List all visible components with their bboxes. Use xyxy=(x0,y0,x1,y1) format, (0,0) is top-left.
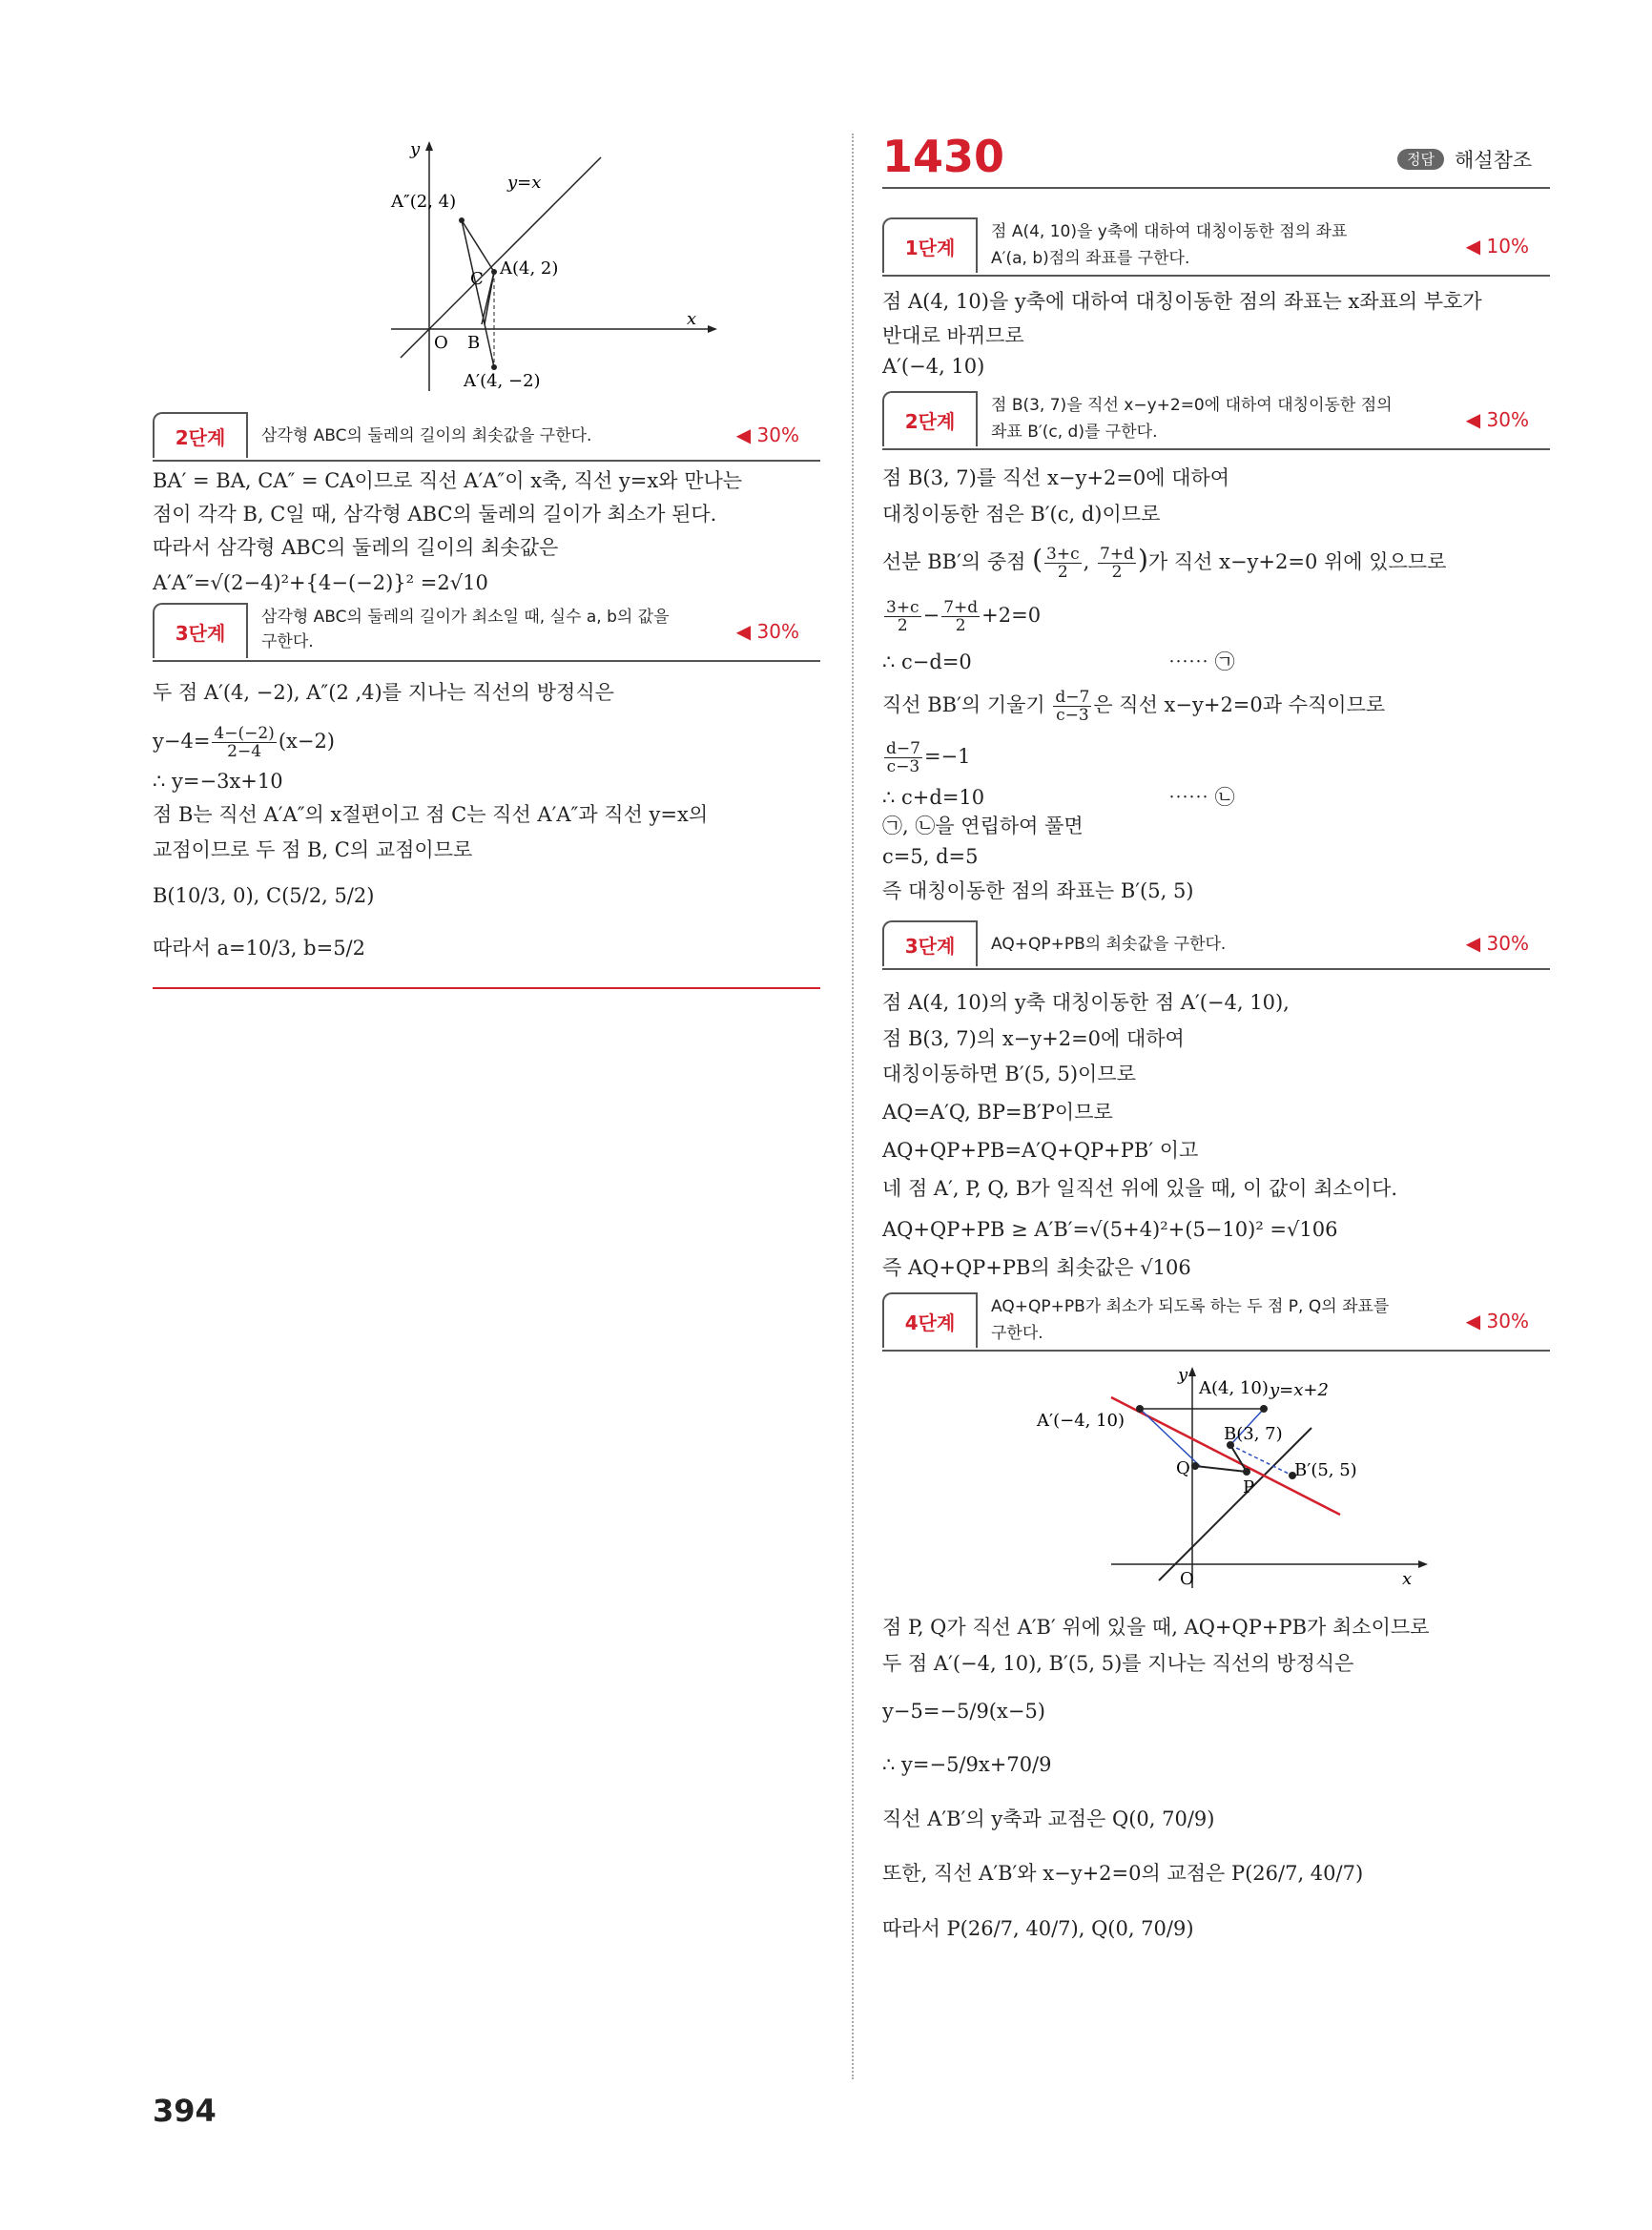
text-fragment: 가 직선 x−y+2=0 위에 있으므로 xyxy=(1147,550,1447,573)
point-a1-label: A′(4, −2) xyxy=(464,371,541,391)
text-line: 점 A(4, 10)의 y축 대칭이동한 점 A′(−4, 10), xyxy=(882,991,1290,1014)
text-line: 직선 A′B′의 y축과 교점은 Q(0, 70/9) xyxy=(882,1807,1215,1830)
text-line: y−5=−5/9(x−5) xyxy=(882,1700,1045,1723)
fraction-num: 4−(−2) xyxy=(214,724,275,743)
equation-marker: ⋯⋯ ㉠ xyxy=(1168,650,1235,673)
right-step1-header xyxy=(882,217,1550,277)
step-text: 구한다. xyxy=(261,632,314,651)
step-percent: ◀ 30% xyxy=(735,423,799,446)
text-line: ∴ y=−3x+10 xyxy=(153,770,283,793)
step-badge: 4단계 xyxy=(882,1292,978,1348)
step-percent: ◀ 30% xyxy=(1465,408,1529,431)
text-line: A′(−4, 10) xyxy=(882,355,985,378)
page-number: 394 xyxy=(153,2093,217,2129)
step-text: AQ+QP+PB의 최솟값을 구한다. xyxy=(991,935,1227,954)
text-line: B(10/3, 0), C(5/2, 5/2) xyxy=(153,884,375,907)
text-line: 점 B(3, 7)를 직선 x−y+2=0에 대하여 xyxy=(882,466,1230,489)
step-percent: ◀ 30% xyxy=(1465,1310,1529,1332)
fraction xyxy=(212,725,276,760)
text-line: 점 B는 직선 A′A″의 x절편이고 점 C는 직선 A′A″과 직선 y=x의 xyxy=(153,803,709,826)
text-line: 점이 각각 B, C일 때, 삼각형 ABC의 둘레의 길이가 최소가 된다. xyxy=(153,503,717,526)
reflection-graph xyxy=(1035,1359,1435,1593)
eq-left: y−4= xyxy=(153,730,211,753)
right-step3-header xyxy=(882,920,1550,970)
fraction-den: 2−4 xyxy=(227,742,262,761)
point-q-label: Q xyxy=(1176,1458,1190,1478)
text-line: AQ=A′Q, BP=B′P이므로 xyxy=(882,1101,1113,1124)
text-fragment: 직선 BB′의 기울기 xyxy=(882,693,1045,716)
step-badge: 1단계 xyxy=(882,217,978,273)
text-line: 점 A(4, 10)을 y축에 대하여 대칭이동한 점의 좌표는 x좌표의 부호가 xyxy=(882,290,1482,313)
text-line: 대칭이동하면 B′(5, 5)이므로 xyxy=(882,1063,1136,1085)
text-line: ㉠, ㉡을 연립하여 풀면 xyxy=(882,815,1084,837)
text-fragment: =−1 xyxy=(923,745,971,768)
point-a-label: A(4, 2) xyxy=(500,258,559,279)
right-step2-header xyxy=(882,391,1550,450)
point-b-label: B(3, 7) xyxy=(1224,1424,1283,1444)
text-line: 두 점 A′(4, −2), A″(2 ,4)를 지나는 직선의 방정식은 xyxy=(153,681,614,704)
section-end-rule xyxy=(153,987,820,989)
step-text: 삼각형 ABC의 둘레의 길이가 최소일 때, 실수 a, b의 값을 xyxy=(261,608,670,627)
answer-text: 해설참조 xyxy=(1455,149,1533,172)
text-line: 점 P, Q가 직선 A′B′ 위에 있을 때, AQ+QP+PB가 최소이므로 xyxy=(882,1616,1430,1639)
point-a-label: A(4, 10) xyxy=(1199,1378,1269,1398)
text-line: AQ+QP+PB=A′Q+QP+PB′ 이고 xyxy=(882,1139,1199,1162)
point-a1-label: A′(−4, 10) xyxy=(1037,1411,1125,1431)
point-c-label: C xyxy=(470,269,484,289)
text-line: 교점이므로 두 점 B, C의 교점이므로 xyxy=(153,838,473,861)
equation-line: 선분 BB′의 중점 ( $\frac{3+c}{2}$ , $\frac{7+d}{2}$ )가 직선 x−y+2=0 위에 있으므로 xyxy=(882,544,1447,582)
step-badge: 3단계 xyxy=(882,920,978,966)
text-line: 또한, 직선 A′B′와 x−y+2=0의 교점은 P(26/7, 40/7) xyxy=(882,1862,1364,1885)
x-axis-label: x xyxy=(687,309,697,329)
text-line: 대칭이동한 점은 B′(c, d)이므로 xyxy=(882,503,1161,526)
text-line: 점 B(3, 7)의 x−y+2=0에 대하여 xyxy=(882,1027,1185,1050)
text-line: 네 점 A′, P, Q, B가 일직선 위에 있을 때, 이 값이 최소이다. xyxy=(882,1177,1398,1200)
step-text: AQ+QP+PB가 최소가 되도록 하는 두 점 P, Q의 좌표를 xyxy=(991,1297,1390,1316)
point-b-label: B xyxy=(467,333,481,353)
text-line: 즉 대칭이동한 점의 좌표는 B′(5, 5) xyxy=(882,879,1194,902)
point-p-label: P xyxy=(1243,1477,1255,1497)
step-text: 좌표 B′(c, d)를 구한다. xyxy=(991,423,1158,442)
step-percent: ◀ 30% xyxy=(1465,932,1529,955)
step-badge: 2단계 xyxy=(153,412,248,458)
triangle-graph xyxy=(372,134,734,401)
text-line: c=5, d=5 xyxy=(882,845,979,868)
step-text: 구한다. xyxy=(991,1324,1043,1343)
left-step2-header xyxy=(153,412,820,462)
line-yx-label: y=x xyxy=(507,173,542,193)
answer-badge: 정답 xyxy=(1397,149,1444,170)
right-step4-header xyxy=(882,1292,1550,1352)
step-text: A′(a, b)점의 좌표를 구한다. xyxy=(991,249,1190,268)
origin-label: O xyxy=(1180,1569,1194,1589)
text-fragment: +2=0 xyxy=(981,604,1042,627)
text-line: BA′ = BA, CA″ = CA이므로 직선 A′A″이 x축, 직선 y=x와 만나는 xyxy=(153,469,743,492)
step-percent: ◀ 10% xyxy=(1465,235,1529,258)
equation-line: 직선 BB′의 기울기 $\frac{d-7}{c-3}$ 은 직선 x−y+2=0과 수직이므로 xyxy=(882,688,1386,725)
equation-marker: ⋯⋯ ㉡ xyxy=(1168,786,1235,809)
step-text: 삼각형 ABC의 둘레의 길이의 최솟값을 구한다. xyxy=(261,426,592,445)
x-axis-label: x xyxy=(1402,1569,1413,1589)
text-fragment: 선분 BB′의 중점 xyxy=(882,550,1026,573)
text-line: 따라서 P(26/7, 40/7), Q(0, 70/9) xyxy=(882,1917,1194,1940)
text-line: ∴ c−d=0 xyxy=(882,650,972,673)
step-percent: ◀ 30% xyxy=(735,620,799,643)
problem-number: 1430 xyxy=(882,131,1005,182)
header-rule xyxy=(882,187,1550,189)
y-axis-label: y xyxy=(410,139,421,159)
text-line: 즉 AQ+QP+PB의 최솟값은 √106 xyxy=(882,1256,1191,1279)
text-line: AQ+QP+PB ≥ A′B′=√(5+4)²+(5−10)² =√106 xyxy=(882,1218,1338,1241)
text-line: 반대로 바뀌므로 xyxy=(882,324,1024,347)
text-line: 두 점 A′(−4, 10), B′(5, 5)를 지나는 직선의 방정식은 xyxy=(882,1652,1354,1675)
point-b1-label: B′(5, 5) xyxy=(1294,1460,1357,1480)
equation-line: $\frac{3+c}{2}$ − $\frac{7+d}{2}$ +2=0 xyxy=(886,598,1042,635)
step-badge: 2단계 xyxy=(882,391,978,446)
text-line: 따라서 a=10/3, b=5/2 xyxy=(153,937,365,960)
step-text: 점 A(4, 10)을 y축에 대하여 대칭이동한 점의 좌표 xyxy=(991,222,1348,241)
text-line: 따라서 삼각형 ABC의 둘레의 길이의 최솟값은 xyxy=(153,536,559,559)
text-line: ∴ c+d=10 xyxy=(882,786,985,809)
origin-label: O xyxy=(434,333,448,353)
left-step3-header xyxy=(153,603,820,662)
text-fragment: 은 직선 x−y+2=0과 수직이므로 xyxy=(1093,693,1386,716)
column-divider xyxy=(852,134,854,2079)
point-a2-label: A″(2, 4) xyxy=(391,192,457,212)
text-line: ∴ y=−5/9x+70/9 xyxy=(882,1753,1052,1776)
text-line: A′A″=√(2−4)²+{4−(−2)}² =2√10 xyxy=(153,571,488,594)
y-axis-label: y xyxy=(1178,1365,1188,1385)
line-label: y=x+2 xyxy=(1270,1380,1329,1400)
step-badge: 3단계 xyxy=(153,603,248,658)
step-text: 점 B(3, 7)을 직선 x−y+2=0에 대하여 대칭이동한 점의 xyxy=(991,396,1393,415)
equation-line xyxy=(153,725,335,760)
eq-right: (x−2) xyxy=(278,730,335,753)
equation-line: $\frac{d-7}{c-3}$ =−1 xyxy=(886,739,971,776)
